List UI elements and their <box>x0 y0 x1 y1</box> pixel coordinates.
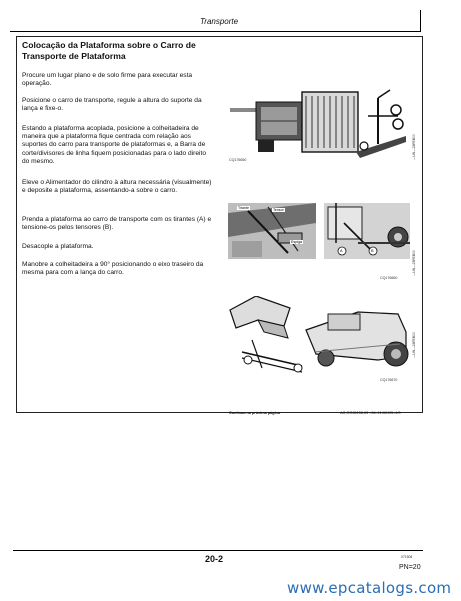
instruction-paragraph: Desacople a plataforma. <box>22 243 94 250</box>
figure-id-vertical: —UN—28FEB00 <box>412 332 416 358</box>
footer-rule <box>13 550 423 551</box>
watermark: www.epcatalogs.com <box>287 579 452 597</box>
header-divider <box>420 10 421 32</box>
instruction-paragraph: Estando a plataforma acoplada, posicione a colheitadeira de maneira que a plataforma fique centrada com relação aos suportes do carro para transporte de plataformas e, a Barra de corte/divisores de linha fiquem posicionadas para o lado direito do mesmo. <box>22 125 207 165</box>
label-a: A <box>340 249 343 253</box>
figure-id-vertical: —UN—28FEB00 <box>412 134 416 160</box>
tag-tensor: Tensor <box>273 208 284 212</box>
pn-marker: PN=20 <box>399 564 421 571</box>
tag-tirante: Tirante <box>238 206 250 210</box>
continued-note: Continua na próxima página <box>229 411 281 415</box>
document-reference: AG,GG65158,63 –54–11JAN05–1/3 <box>340 411 401 415</box>
label-b: B <box>371 249 374 253</box>
figure-caption: CQ176660 <box>380 276 398 280</box>
page-number: 20-2 <box>205 554 224 564</box>
instruction-paragraph: Procure um lugar plano e de solo firme para executar esta operação. <box>22 72 193 88</box>
platform-cart-illustration <box>228 76 410 168</box>
figure-straps-tensioners <box>228 203 410 261</box>
figure-caption: CQ176650 <box>229 158 247 162</box>
header-rule <box>10 31 421 32</box>
figure-id-vertical: —UN—28FEB00 <box>412 250 416 276</box>
figure-combine-maneuver <box>228 296 410 374</box>
instruction-paragraph: Prenda a plataforma ao carro de transporte com os tirantes (A) e tensione-os pelos tensores (B). <box>22 216 212 232</box>
combine-maneuver-illustration <box>228 296 410 374</box>
instruction-paragraph: Posicione o carro de transporte, regule a altura do suporte da lança e fixe-o. <box>22 97 202 113</box>
instruction-paragraph: Manobre a colheitadeira a 90° posicionando o eixo traseiro da mesma para com a lança do carro. <box>22 261 204 277</box>
section-header-title: Transporte <box>200 17 239 26</box>
tag-espiga: Espiga <box>291 240 302 244</box>
instruction-paragraph: Eleve o Alimentador do cilindro à altura necessária (visualmente) e deposite a plataforma, assentando-a sobre o carro. <box>22 179 212 195</box>
procedure-title: Colocação da Plataforma sobre o Carro de Transporte de Plataforma <box>22 40 196 61</box>
straps-tensioners-illustration <box>228 203 410 261</box>
figure-caption: CQ176670 <box>380 378 398 382</box>
figure-platform-on-cart <box>228 76 410 168</box>
footer-code: 071508 <box>401 555 413 559</box>
